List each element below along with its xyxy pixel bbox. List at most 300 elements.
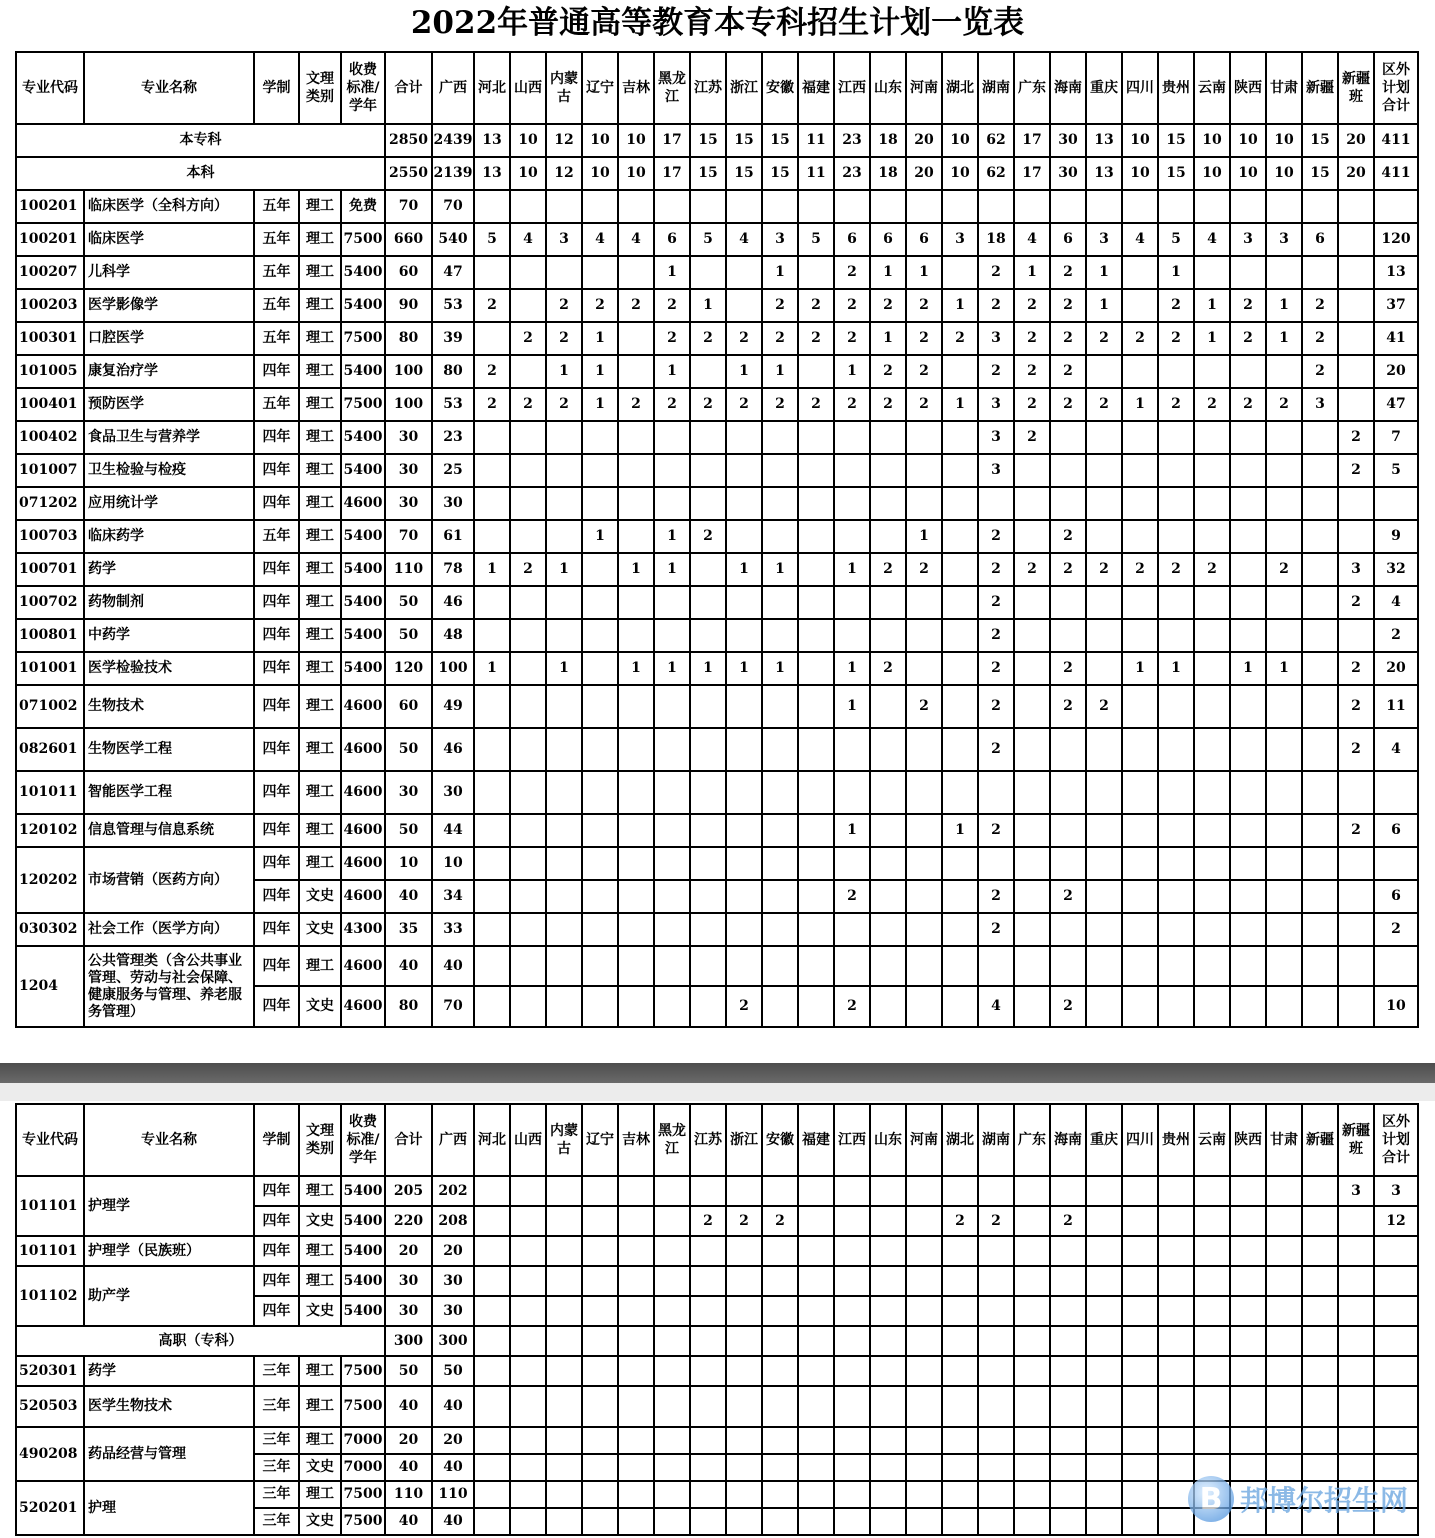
quota-value: 2 [1158, 322, 1194, 355]
quota-value [1266, 986, 1302, 1027]
quota-value: 1 [906, 520, 942, 553]
quota-value [1230, 553, 1266, 586]
quota-value [978, 946, 1014, 986]
enrollment-table-part1 [15, 51, 1419, 1028]
column-header: 重庆 [1086, 1104, 1122, 1176]
quota-value: 40 [432, 1508, 474, 1535]
tuition-fee: 5400 [341, 553, 385, 586]
quota-value [1374, 1296, 1418, 1326]
quota-value: 2 [834, 388, 870, 421]
quota-value [546, 586, 582, 619]
major-code: 100702 [16, 586, 84, 619]
quota-value: 1 [654, 553, 690, 586]
quota-value [1122, 847, 1158, 880]
major-name: 儿科学 [84, 256, 254, 289]
major-name: 临床医学（全科方向） [84, 190, 254, 223]
quota-value [1230, 454, 1266, 487]
quota-value: 2 [1014, 322, 1050, 355]
quota-value [1158, 685, 1194, 728]
quota-value: 1 [1014, 256, 1050, 289]
quota-value [726, 1236, 762, 1266]
column-header: 贵州 [1158, 1104, 1194, 1176]
quota-value [582, 946, 618, 986]
quota-value [1122, 256, 1158, 289]
quota-value [942, 1427, 978, 1454]
quota-value [582, 913, 618, 946]
quota-value: 30 [385, 421, 432, 454]
quota-value [1158, 1386, 1194, 1427]
quota-value [906, 880, 942, 913]
quota-value: 2 [942, 1206, 978, 1236]
quota-value [726, 586, 762, 619]
quota-value: 60 [385, 685, 432, 728]
quota-value [1266, 913, 1302, 946]
quota-value [726, 520, 762, 553]
quota-value [690, 986, 726, 1027]
quota-value [1158, 1176, 1194, 1206]
tuition-fee: 7500 [341, 1481, 385, 1508]
quota-value [690, 685, 726, 728]
table-row [16, 289, 1418, 322]
quota-value [726, 728, 762, 771]
quota-value [906, 1508, 942, 1535]
quota-value: 40 [432, 1454, 474, 1481]
study-years: 三年 [254, 1356, 299, 1386]
quota-value [582, 1236, 618, 1266]
quota-value [1338, 946, 1374, 986]
quota-value [474, 421, 510, 454]
enrollment-table-part2 [15, 1103, 1419, 1536]
quota-value [618, 1454, 654, 1481]
quota-value [1086, 847, 1122, 880]
quota-value: 2 [942, 322, 978, 355]
quota-value: 50 [432, 1356, 474, 1386]
quota-value [1194, 1427, 1230, 1454]
column-header: 吉林 [618, 52, 654, 124]
quota-value [690, 1481, 726, 1508]
quota-value: 1 [1158, 256, 1194, 289]
quota-value [546, 1236, 582, 1266]
quota-value: 6 [834, 223, 870, 256]
study-years: 五年 [254, 223, 299, 256]
major-code: 030302 [16, 913, 84, 946]
study-years: 三年 [254, 1386, 299, 1427]
quota-value [1194, 880, 1230, 913]
quota-value: 2 [834, 256, 870, 289]
quota-value [1122, 1296, 1158, 1326]
quota-value [1230, 986, 1266, 1027]
quota-value [942, 1454, 978, 1481]
quota-value: 5 [1374, 454, 1418, 487]
quota-value: 2 [762, 388, 798, 421]
quota-value [618, 685, 654, 728]
quota-value [1158, 1356, 1194, 1386]
quota-value: 3 [978, 322, 1014, 355]
quota-value: 1 [762, 256, 798, 289]
quota-value [762, 1356, 798, 1386]
quota-value [1014, 520, 1050, 553]
quota-value: 1 [1086, 256, 1122, 289]
column-header: 吉林 [618, 1104, 654, 1176]
quota-value: 3 [1338, 1176, 1374, 1206]
quota-value [1086, 454, 1122, 487]
quota-value [690, 1427, 726, 1454]
summary-value: 15 [1302, 157, 1338, 190]
quota-value [1374, 1427, 1418, 1454]
summary-value [582, 1326, 618, 1356]
quota-value [906, 913, 942, 946]
quota-value [942, 487, 978, 520]
major-code: 100203 [16, 289, 84, 322]
major-code: 100402 [16, 421, 84, 454]
quota-value: 1 [654, 520, 690, 553]
quota-value [1302, 771, 1338, 814]
quota-value [1266, 771, 1302, 814]
quota-value [510, 913, 546, 946]
quota-value [726, 1296, 762, 1326]
quota-value: 2 [834, 880, 870, 913]
quota-value [1374, 1356, 1418, 1386]
subject-type: 理工 [299, 223, 341, 256]
quota-value [1302, 619, 1338, 652]
quota-value [834, 1296, 870, 1326]
quota-value: 2 [798, 388, 834, 421]
quota-value [726, 1427, 762, 1454]
quota-value: 30 [385, 771, 432, 814]
quota-value: 50 [385, 619, 432, 652]
quota-value [762, 1427, 798, 1454]
quota-value [834, 487, 870, 520]
major-name: 医学影像学 [84, 289, 254, 322]
quota-value [1086, 986, 1122, 1027]
quota-value: 80 [385, 322, 432, 355]
quota-value [1122, 586, 1158, 619]
column-header: 专业名称 [84, 52, 254, 124]
quota-value [618, 1236, 654, 1266]
study-years: 四年 [254, 814, 299, 847]
quota-value: 660 [385, 223, 432, 256]
quota-value: 1 [1122, 652, 1158, 685]
summary-value: 15 [690, 157, 726, 190]
quota-value [582, 814, 618, 847]
quota-value: 110 [385, 1481, 432, 1508]
quota-value: 33 [432, 913, 474, 946]
column-header: 河北 [474, 52, 510, 124]
summary-value: 10 [510, 124, 546, 157]
quota-value [1014, 586, 1050, 619]
quota-value [906, 586, 942, 619]
study-years: 三年 [254, 1454, 299, 1481]
quota-value: 2 [1122, 553, 1158, 586]
quota-value: 3 [978, 454, 1014, 487]
quota-value: 13 [1374, 256, 1418, 289]
quota-value [546, 1356, 582, 1386]
summary-value [1374, 1326, 1418, 1356]
page-title: 2022年普通高等教育本专科招生计划一览表 [410, 5, 1025, 41]
quota-value: 2 [834, 289, 870, 322]
quota-value: 2 [1194, 388, 1230, 421]
quota-value [834, 520, 870, 553]
quota-value: 2 [798, 322, 834, 355]
tuition-fee: 7500 [341, 1508, 385, 1535]
quota-value [726, 421, 762, 454]
summary-value: 18 [870, 157, 906, 190]
quota-value: 70 [385, 520, 432, 553]
quota-value: 2 [1338, 421, 1374, 454]
column-header: 贵州 [1158, 52, 1194, 124]
quota-value [1050, 1508, 1086, 1535]
quota-value [1338, 1296, 1374, 1326]
column-header: 新疆 [1302, 52, 1338, 124]
major-name: 护理 [84, 1481, 254, 1535]
study-years: 四年 [254, 1296, 299, 1326]
quota-value [474, 586, 510, 619]
summary-value: 10 [1122, 124, 1158, 157]
summary-value: 17 [654, 124, 690, 157]
quota-value [582, 1386, 618, 1427]
quota-value [546, 256, 582, 289]
quota-value: 2 [1050, 880, 1086, 913]
quota-value: 2 [1302, 355, 1338, 388]
quota-value [1158, 421, 1194, 454]
quota-value [618, 913, 654, 946]
quota-value [546, 728, 582, 771]
summary-value: 20 [906, 124, 942, 157]
column-header: 合计 [385, 1104, 432, 1176]
quota-value: 4 [1374, 728, 1418, 771]
quota-value: 20 [432, 1427, 474, 1454]
quota-value [1158, 1296, 1194, 1326]
quota-value [870, 1296, 906, 1326]
quota-value [1122, 355, 1158, 388]
quota-value: 41 [1374, 322, 1418, 355]
quota-value: 40 [385, 1386, 432, 1427]
quota-value [690, 355, 726, 388]
quota-value: 3 [1086, 223, 1122, 256]
summary-value: 17 [1014, 124, 1050, 157]
major-name: 药物制剂 [84, 586, 254, 619]
quota-value [1158, 913, 1194, 946]
quota-value [546, 421, 582, 454]
quota-value [798, 1427, 834, 1454]
subject-type: 理工 [299, 1386, 341, 1427]
quota-value [1014, 1427, 1050, 1454]
quota-value [942, 847, 978, 880]
quota-value [510, 880, 546, 913]
quota-value [510, 1454, 546, 1481]
quota-value [1338, 771, 1374, 814]
quota-value [942, 913, 978, 946]
quota-value [618, 1386, 654, 1427]
quota-value [870, 190, 906, 223]
quota-value: 2 [690, 322, 726, 355]
quota-value [1338, 880, 1374, 913]
quota-value [1122, 520, 1158, 553]
column-header: 甘肃 [1266, 52, 1302, 124]
watermark-text: 邦博尔招生网 [1240, 1484, 1409, 1517]
quota-value: 2 [978, 913, 1014, 946]
quota-value [690, 256, 726, 289]
quota-value: 30 [385, 454, 432, 487]
quota-value [1158, 1427, 1194, 1454]
quota-value: 37 [1374, 289, 1418, 322]
summary-value: 13 [474, 124, 510, 157]
tuition-fee: 5400 [341, 1296, 385, 1326]
column-header: 山东 [870, 52, 906, 124]
quota-value [1014, 771, 1050, 814]
quota-value: 50 [385, 814, 432, 847]
quota-value [1266, 1296, 1302, 1326]
quota-value [834, 454, 870, 487]
table-row [16, 1236, 1418, 1266]
quota-value [762, 986, 798, 1027]
quota-value [582, 1266, 618, 1296]
quota-value [870, 1386, 906, 1427]
quota-value [762, 1454, 798, 1481]
quota-value [690, 1386, 726, 1427]
summary-row [16, 157, 1418, 190]
study-years: 四年 [254, 946, 299, 986]
quota-value: 4 [582, 223, 618, 256]
quota-value: 1 [582, 520, 618, 553]
quota-value: 30 [385, 1296, 432, 1326]
quota-value: 40 [432, 946, 474, 986]
quota-value: 1 [834, 553, 870, 586]
quota-value: 6 [906, 223, 942, 256]
summary-value: 62 [978, 157, 1014, 190]
quota-value [654, 771, 690, 814]
column-header: 江西 [834, 1104, 870, 1176]
quota-value [1122, 1356, 1158, 1386]
table-row [16, 355, 1418, 388]
quota-value [1014, 986, 1050, 1027]
quota-value [762, 685, 798, 728]
quota-value: 2 [1230, 289, 1266, 322]
quota-value [942, 1356, 978, 1386]
summary-value: 18 [870, 124, 906, 157]
quota-value [618, 986, 654, 1027]
quota-value [654, 454, 690, 487]
quota-value: 50 [385, 1356, 432, 1386]
quota-value [870, 685, 906, 728]
quota-value [726, 1176, 762, 1206]
quota-value: 2 [798, 289, 834, 322]
table-row [16, 487, 1418, 520]
quota-value [942, 1266, 978, 1296]
quota-value: 1 [1266, 289, 1302, 322]
quota-value [546, 487, 582, 520]
quota-value: 1 [1086, 289, 1122, 322]
quota-value: 4 [510, 223, 546, 256]
quota-value [1302, 454, 1338, 487]
quota-value [870, 986, 906, 1027]
quota-value: 2 [1086, 685, 1122, 728]
quota-value [510, 487, 546, 520]
quota-value: 1 [582, 388, 618, 421]
column-header: 广东 [1014, 1104, 1050, 1176]
quota-value: 2 [1230, 388, 1266, 421]
quota-value [1014, 728, 1050, 771]
major-name: 智能医学工程 [84, 771, 254, 814]
quota-value: 3 [978, 421, 1014, 454]
summary-value: 17 [654, 157, 690, 190]
quota-value [510, 1427, 546, 1454]
quota-value [1122, 1427, 1158, 1454]
quota-value [582, 256, 618, 289]
quota-value [618, 1427, 654, 1454]
quota-value [1338, 847, 1374, 880]
quota-value [1194, 190, 1230, 223]
quota-value: 1 [654, 256, 690, 289]
quota-value [1194, 946, 1230, 986]
subject-type: 理工 [299, 1176, 341, 1206]
quota-value [618, 946, 654, 986]
quota-value [1122, 619, 1158, 652]
quota-value: 2 [1050, 553, 1086, 586]
column-header: 海南 [1050, 52, 1086, 124]
quota-value [1266, 520, 1302, 553]
column-header: 辽宁 [582, 52, 618, 124]
quota-value [510, 814, 546, 847]
summary-value: 10 [510, 157, 546, 190]
study-years: 四年 [254, 487, 299, 520]
quota-value [1014, 1176, 1050, 1206]
quota-value: 2 [474, 388, 510, 421]
quota-value: 2 [618, 388, 654, 421]
quota-value [582, 847, 618, 880]
quota-value: 1 [870, 322, 906, 355]
quota-value [942, 1386, 978, 1427]
quota-value [798, 1356, 834, 1386]
subject-type: 理工 [299, 814, 341, 847]
quota-value [582, 1427, 618, 1454]
quota-value: 2 [1014, 421, 1050, 454]
quota-value [1086, 728, 1122, 771]
quota-value: 53 [432, 289, 474, 322]
quota-value [1302, 1296, 1338, 1326]
column-header: 四川 [1122, 1104, 1158, 1176]
quota-value [1122, 1481, 1158, 1508]
quota-value [1338, 913, 1374, 946]
quota-value [474, 1206, 510, 1236]
major-code: 100703 [16, 520, 84, 553]
quota-value [1122, 685, 1158, 728]
subject-type: 文史 [299, 1296, 341, 1326]
quota-value [1014, 685, 1050, 728]
quota-value [654, 586, 690, 619]
major-code: 100207 [16, 256, 84, 289]
quota-value: 1 [546, 355, 582, 388]
quota-value: 208 [432, 1206, 474, 1236]
quota-value [942, 1481, 978, 1508]
quota-value [870, 1481, 906, 1508]
major-code: 101102 [16, 1266, 84, 1326]
quota-value [618, 771, 654, 814]
quota-value [726, 1481, 762, 1508]
quota-value: 2 [870, 289, 906, 322]
summary-value [978, 1326, 1014, 1356]
quota-value: 50 [385, 728, 432, 771]
quota-value: 4 [1194, 223, 1230, 256]
quota-value [1086, 1176, 1122, 1206]
quota-value [582, 1508, 618, 1535]
quota-value [474, 1356, 510, 1386]
quota-value [474, 1508, 510, 1535]
quota-value: 2 [978, 685, 1014, 728]
quota-value [1302, 553, 1338, 586]
column-header: 湖南 [978, 1104, 1014, 1176]
subject-type: 理工 [299, 322, 341, 355]
